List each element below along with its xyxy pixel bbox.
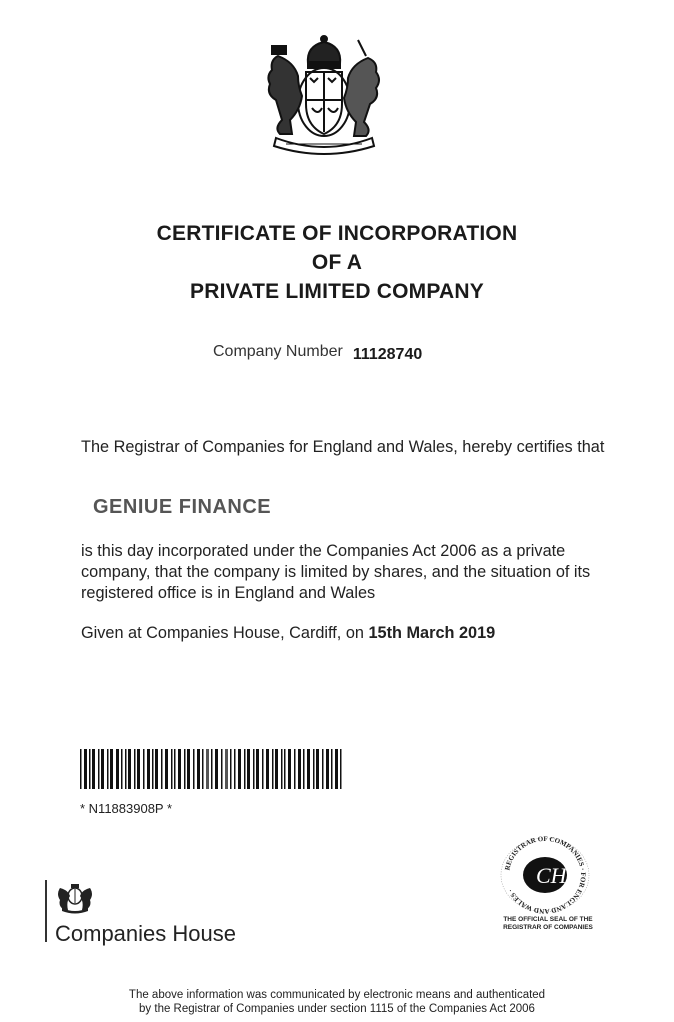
company-number-value: 11128740 [352,346,423,363]
company-number-row [213,343,422,361]
logo-divider [45,880,47,942]
certificate-title-line-3: PRIVATE LIMITED COMPANY [190,280,484,303]
given-at-prefix: Given at Companies House, Cardiff, on [81,624,369,642]
given-at-text [81,623,621,644]
certificate-title-line-2: OF A [311,251,363,274]
company-name: GENIUE FINANCE [93,496,272,518]
royal-coat-of-arms-icon [256,34,392,156]
svg-text:REGISTRAR OF COMPANIES · FOR E: REGISTRAR OF COMPANIES · FOR ENGLAND AND WALES · [503,836,588,914]
seal-caption-line-1: THE OFFICIAL SEAL OF THE [503,916,593,923]
footer-line-1: The above information was communicated by electronic means and authenticated [128,989,546,1001]
barcode-number: * N11883908P * [80,801,173,816]
svg-text:CH: CH [536,863,567,888]
company-number-label: Company Number [213,343,343,360]
incorporation-text: is this day incorporated under the Companies Act 2006 as a private company, that the company is limited by shares, and the situation of its registered office is in England and Wales [81,542,591,602]
footer-note [0,988,674,1016]
seal-caption [488,916,608,932]
barcode [80,749,342,789]
certificate-title-line-1: CERTIFICATE OF INCORPORATION [156,222,518,245]
incorporation-date: 15th March 2019 [368,624,496,642]
companies-house-crest-icon [56,880,94,914]
seal-caption-line-2: REGISTRAR OF COMPANIES [503,924,593,931]
companies-house-logo-text: Companies House [55,921,236,946]
registrar-seal-icon [499,836,591,914]
footer-line-2: by the Registrar of Companies under section 1115 of the Companies Act 2006 [139,1003,535,1015]
certify-text: The Registrar of Companies for England and Wales, hereby certifies that [81,438,605,456]
